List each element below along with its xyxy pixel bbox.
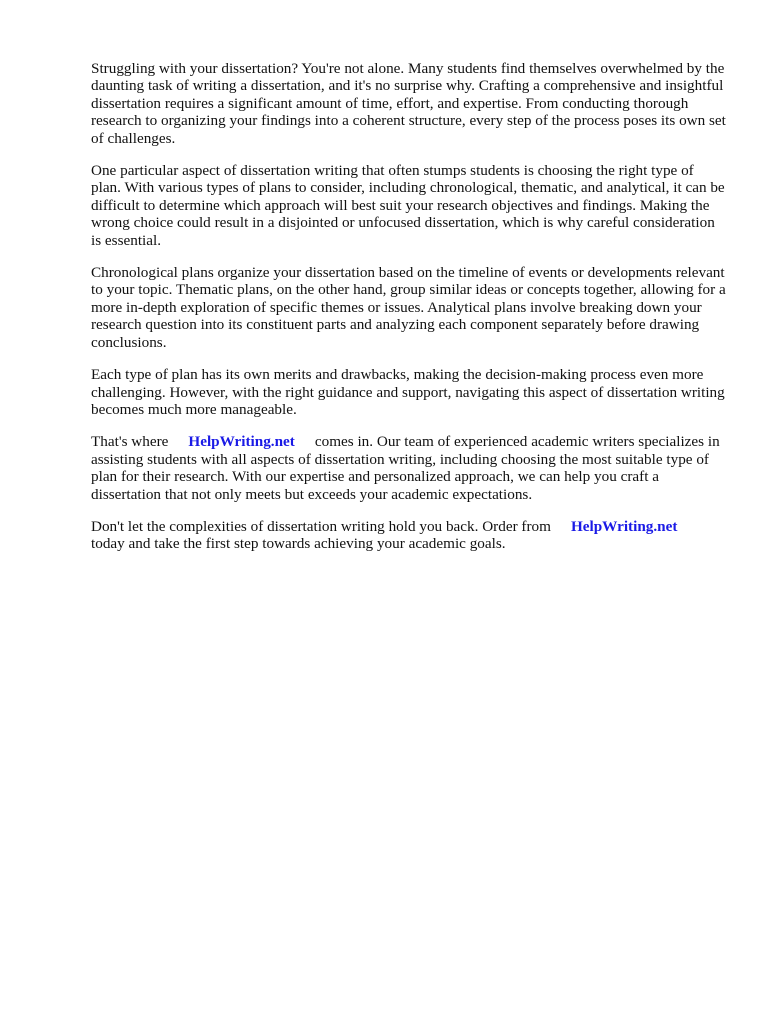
paragraph-cta-before: Don't let the complexities of dissertation writing hold you back. Order from	[91, 517, 551, 535]
paragraph-cta-after: today and take the first step towards achieving your academic goals.	[91, 535, 506, 553]
paragraph-service-before: That's where	[91, 433, 169, 451]
paragraph-intro: Struggling with your dissertation? You're not alone. Many students find themselves overwhelmed by the daunting task of writing a dissertation, and it's no surprise why. Crafting a comprehensive and insightful dissertation requires a significant amount of time, effort, and expertise. From conducting thorough research to organizing your findings into a coherent structure, every step of the process poses its own set of challenges.	[91, 60, 726, 147]
paragraph-service	[91, 433, 726, 503]
paragraph-plan-types: Chronological plans organize your dissertation based on the timeline of events or developments relevant to your topic. Thematic plans, on the other hand, group similar ideas or concepts together, allowing for a more in-depth exploration of specific themes or issues. Analytical plans involve breaking down your research question into its constituent parts and analyzing each component separately before drawing conclusions.	[91, 264, 726, 351]
paragraph-merits: Each type of plan has its own merits and drawbacks, making the decision-making process even more challenging. However, with the right guidance and support, navigating this aspect of dissertation writing becomes much more manageable.	[91, 366, 725, 418]
paragraph-service-after: comes in. Our team of experienced academic writers specializes in assisting students with all aspects of dissertation writing, including choosing the most suitable type of plan for their research. With our expertise and personalized approach, we can help you craft a dissertation that not only meets but exceeds your academic expectations.	[91, 433, 720, 503]
helpwriting-link-order[interactable]: HelpWriting.net	[570, 517, 678, 535]
document-body	[91, 60, 726, 568]
helpwriting-link[interactable]: HelpWriting.net	[188, 433, 295, 451]
paragraph-plan-choice: One particular aspect of dissertation writing that often stumps students is choosing the right type of plan. With various types of plans to consider, including chronological, thematic, and analytical, it can be difficult to determine which approach will best suit your research objectives and findings. Making the wrong choice could result in a disjointed or unfocused dissertation, which is why careful consideration is essential.	[91, 162, 725, 249]
paragraph-cta	[91, 518, 726, 553]
